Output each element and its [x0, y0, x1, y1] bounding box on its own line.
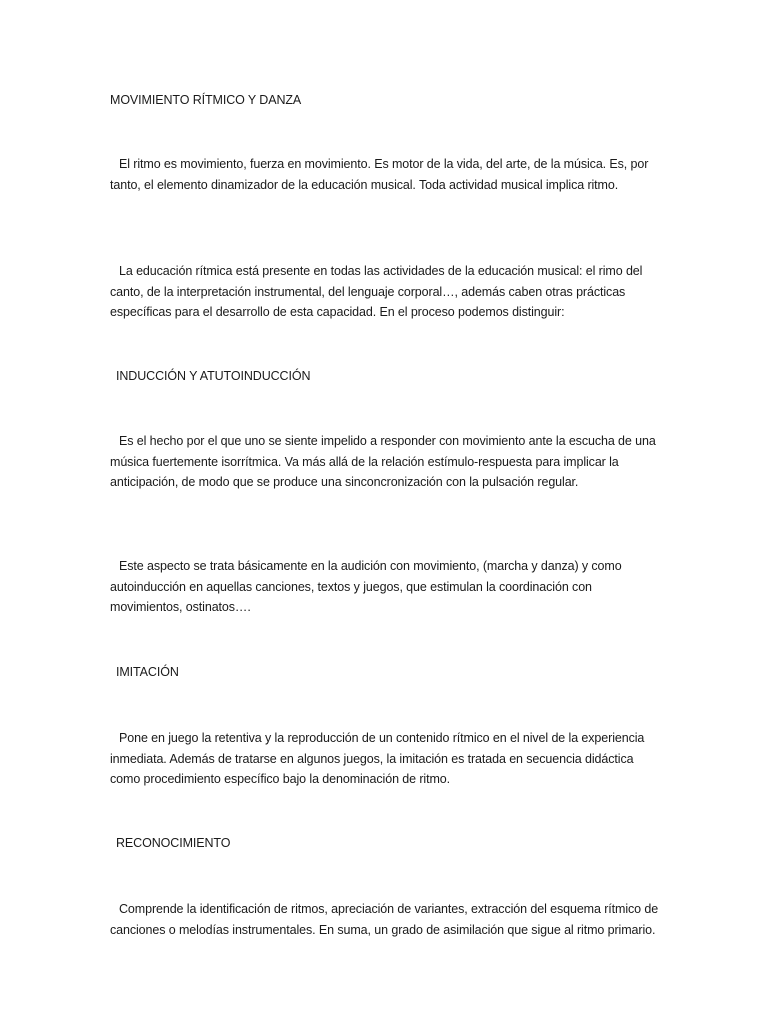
section-heading-induccion: INDUCCIÓN Y ATUTOINDUCCIÓN: [116, 369, 311, 383]
section-heading-imitacion: IMITACIÓN: [116, 665, 179, 679]
paragraph-educacion-ritmica: La educación rítmica está presente en todas las actividades de la educación musical: el rimo del canto, de la interpretación instrumental, del lenguaje corporal…, además caben otras prácticas específicas para el desarrollo de esta capacidad. En el proceso podemos distinguir:: [110, 264, 643, 319]
paragraph-induccion-audicion: Este aspecto se trata básicamente en la audición con movimiento, (marcha y danza) y como autoinducción en aquellas canciones, textos y juegos, que estimulan la coordinación con movimientos, ostinatos….: [110, 559, 622, 614]
section-heading-reconocimiento: RECONOCIMIENTO: [116, 836, 231, 850]
paragraph-imitacion: Pone en juego la retentiva y la reproducción de un contenido rítmico en el nivel de la experiencia inmediata. Además de tratarse en algunos juegos, la imitación es tratada en secuencia didáctica como procedimiento específico bajo la denominación de ritmo.: [110, 731, 645, 786]
paragraph-reconocimiento: Comprende la identificación de ritmos, apreciación de variantes, extracción del esquema rítmico de canciones o melodías instrumentales. En suma, un grado de asimilación que sigue al ritmo primario.: [110, 902, 659, 937]
document-title: MOVIMIENTO RÍTMICO Y DANZA: [110, 93, 302, 107]
paragraph-induccion-definicion: Es el hecho por el que uno se siente impelido a responder con movimiento ante la escucha de una música fuertemente isorrítmica. Va más allá de la relación estímulo-respuesta para implicar la anticipación, de modo que se produce una sinconcronización con la pulsación regular.: [110, 434, 656, 489]
paragraph-ritmo-movimiento: El ritmo es movimiento, fuerza en movimiento. Es motor de la vida, del arte, de la música. Es, por tanto, el elemento dinamizador de la educación musical. Toda actividad musical implica ritmo.: [110, 157, 649, 192]
